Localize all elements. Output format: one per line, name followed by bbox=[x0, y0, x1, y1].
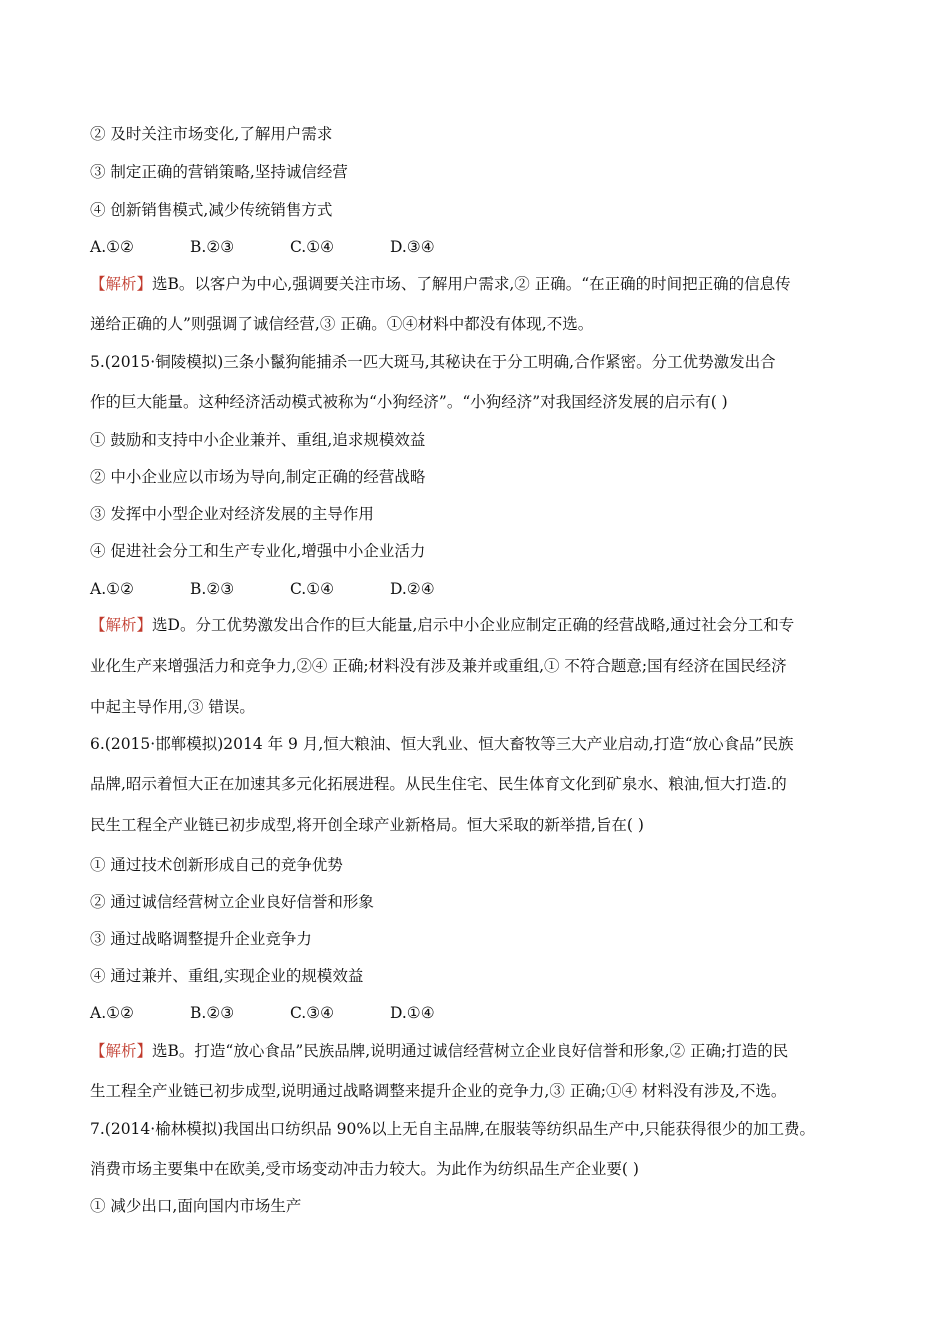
text-line: 中起主导作用,③ 错误。 bbox=[90, 698, 255, 716]
option-line: ② 及时关注市场变化,了解用户需求 bbox=[90, 125, 333, 143]
question-line: 7.(2014·榆林模拟)我国出口纺织品 90%以上无自主品牌,在服装等纺织品生产中,只能获得很少的加工费。 bbox=[90, 1120, 815, 1138]
text-line: 业化生产来增强活力和竞争力,②④ 正确;材料没有涉及兼并或重组,① 不符合题意;国有经济在国民经济 bbox=[90, 657, 787, 675]
analysis-line: 【解析】选B。以客户为中心,强调要关注市场、了解用户需求,② 正确。“在正确的时间把正确的信息传 bbox=[90, 275, 791, 293]
option-line: ④ 促进社会分工和生产专业化,增强中小企业活力 bbox=[90, 542, 426, 560]
text-line: 生工程全产业链已初步成型,说明通过战略调整来提升企业的竞争力,③ 正确;①④ 材料没有涉及,不选。 bbox=[90, 1082, 787, 1100]
answer-choices: A.①② B.②③ C.①④ D.③④ bbox=[90, 238, 435, 256]
option-line: ② 中小企业应以市场为导向,制定正确的经营战略 bbox=[90, 468, 426, 486]
option-line: ① 减少出口,面向国内市场生产 bbox=[90, 1197, 302, 1215]
option-line: ① 鼓励和支持中小企业兼并、重组,追求规模效益 bbox=[90, 431, 426, 449]
option-line: ③ 发挥中小型企业对经济发展的主导作用 bbox=[90, 505, 374, 523]
answer-choices: A.①② B.②③ C.①④ D.②④ bbox=[90, 580, 435, 598]
question-line: 民生工程全产业链已初步成型,将开创全球产业新格局。恒大采取的新举措,旨在( ) bbox=[90, 816, 644, 834]
analysis-tag: 【解析】 bbox=[90, 1042, 153, 1060]
option-line: ③ 通过战略调整提升企业竞争力 bbox=[90, 930, 312, 948]
option-line: ④ 通过兼并、重组,实现企业的规模效益 bbox=[90, 967, 364, 985]
answer-choices: A.①② B.②③ C.③④ D.①④ bbox=[90, 1004, 435, 1022]
option-line: ① 通过技术创新形成自己的竞争优势 bbox=[90, 856, 343, 874]
option-line: ④ 创新销售模式,减少传统销售方式 bbox=[90, 201, 333, 219]
question-line: 品牌,昭示着恒大正在加速其多元化拓展进程。从民生住宅、民生体育文化到矿泉水、粮油,恒大打造.的 bbox=[90, 775, 787, 793]
question-line: 5.(2015·铜陵模拟)三条小鬣狗能捕杀一匹大斑马,其秘诀在于分工明确,合作紧密。分工优势激发出合 bbox=[90, 353, 776, 371]
option-line: ③ 制定正确的营销策略,坚持诚信经营 bbox=[90, 163, 348, 181]
question-line: 消费市场主要集中在欧美,受市场变动冲击力较大。为此作为纺织品生产企业要( ) bbox=[90, 1160, 639, 1178]
question-line: 6.(2015·邯郸模拟)2014 年 9 月,恒大粮油、恒大乳业、恒大畜牧等三大产业启动,打造“放心食品”民族 bbox=[90, 735, 794, 753]
analysis-tag: 【解析】 bbox=[90, 616, 153, 634]
question-line: 作的巨大能量。这种经济活动模式被称为“小狗经济”。“小狗经济”对我国经济发展的启示有( ) bbox=[90, 393, 728, 411]
option-line: ② 通过诚信经营树立企业良好信誉和形象 bbox=[90, 893, 374, 911]
text-line: 递给正确的人”则强调了诚信经营,③ 正确。①④材料中都没有体现,不选。 bbox=[90, 315, 594, 333]
analysis-tag: 【解析】 bbox=[90, 275, 153, 293]
analysis-line: 【解析】选B。打造“放心食品”民族品牌,说明通过诚信经营树立企业良好信誉和形象,② 正确;打造的民 bbox=[90, 1042, 789, 1060]
analysis-line: 【解析】选D。分工优势激发出合作的巨大能量,启示中小企业应制定正确的经营战略,通过社会分工和专 bbox=[90, 616, 795, 634]
